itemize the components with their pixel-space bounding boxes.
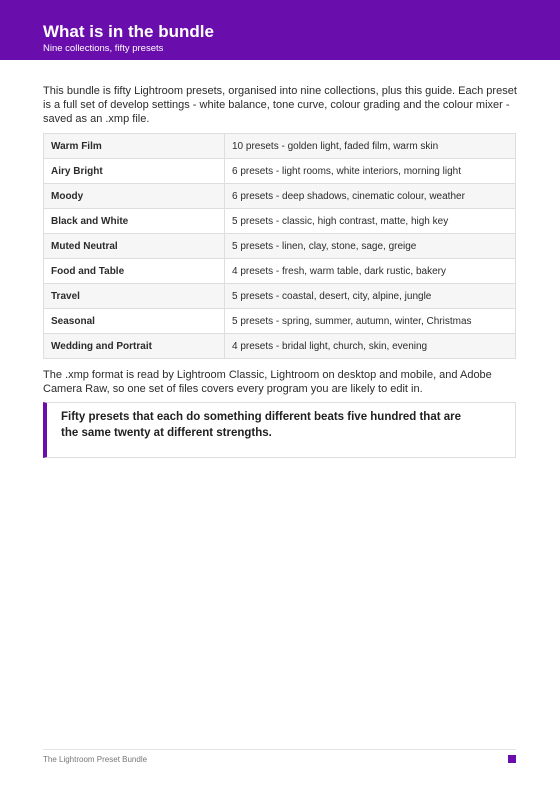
table-row [44, 234, 516, 259]
collection-description: 10 presets - golden light, faded film, warm skin [225, 134, 516, 159]
collection-name: Airy Bright [44, 159, 225, 184]
page-subtitle: Nine collections, fifty presets [43, 43, 164, 54]
footer-text: The Lightroom Preset Bundle [43, 755, 148, 764]
compatibility-paragraph: The .xmp format is read by Lightroom Classic, Lightroom on desktop and mobile, and Adobe Camera Raw, so one set of files covers every program you are likely to edit in. [43, 369, 492, 396]
table-row [44, 184, 516, 209]
collection-description: 4 presets - bridal light, church, skin, evening [225, 334, 516, 359]
table-row [44, 284, 516, 309]
collection-name: Food and Table [44, 259, 225, 284]
collection-description: 6 presets - deep shadows, cinematic colour, weather [225, 184, 516, 209]
collection-name: Warm Film [44, 134, 225, 159]
table-row [44, 259, 516, 284]
quote-callout [43, 402, 516, 458]
table-row [44, 159, 516, 184]
callout-text: Fifty presets that each do something different beats five hundred that are the same twenty at different strengths. [61, 411, 462, 439]
table-row [44, 134, 516, 159]
page-title: What is in the bundle [43, 22, 214, 41]
collection-description: 5 presets - coastal, desert, city, alpine, jungle [225, 284, 516, 309]
collection-description: 4 presets - fresh, warm table, dark rustic, bakery [225, 259, 516, 284]
collection-name: Moody [44, 184, 225, 209]
collection-name: Muted Neutral [44, 234, 225, 259]
collection-description: 5 presets - linen, clay, stone, sage, greige [225, 234, 516, 259]
collection-description: 5 presets - spring, summer, autumn, winter, Christmas [225, 309, 516, 334]
collection-description: 6 presets - light rooms, white interiors, morning light [225, 159, 516, 184]
collection-name: Wedding and Portrait [44, 334, 225, 359]
table-row [44, 334, 516, 359]
collection-name: Seasonal [44, 309, 225, 334]
table-row [44, 209, 516, 234]
intro-paragraph: This bundle is fifty Lightroom presets, organised into nine collections, plus this guide. Each preset is a full set of develop settings - white balance, tone curve, colour grading and the colour mixer - saved as an .xmp file. [43, 85, 517, 126]
collection-description: 5 presets - classic, high contrast, matte, high key [225, 209, 516, 234]
collection-name: Travel [44, 284, 225, 309]
footer-divider [43, 749, 516, 750]
table-row [44, 309, 516, 334]
collections-table [43, 133, 516, 359]
footer-square-icon [508, 755, 516, 763]
page-header [0, 0, 560, 60]
collection-name: Black and White [44, 209, 225, 234]
